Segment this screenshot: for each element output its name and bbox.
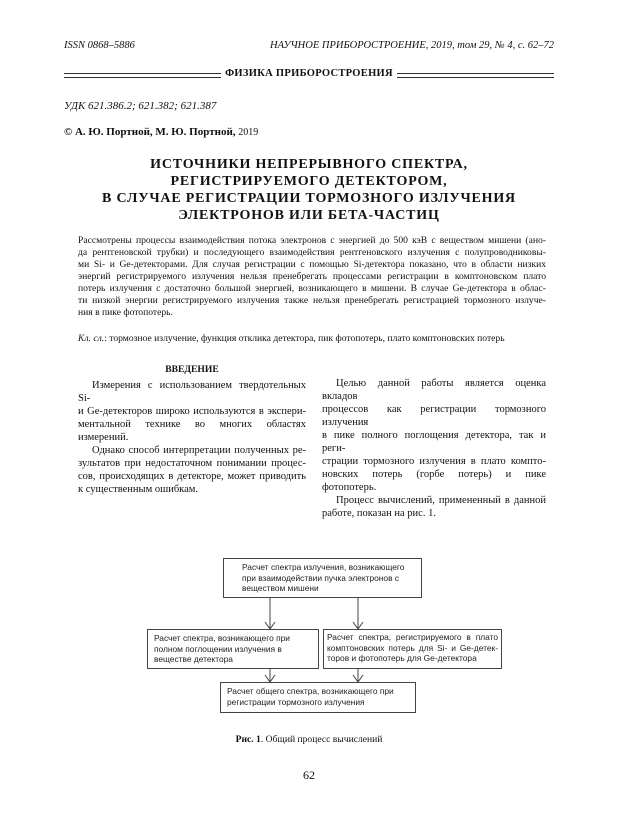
caption-text: . Общий процесс вычислений bbox=[260, 734, 383, 745]
page-number: 62 bbox=[303, 768, 315, 782]
text-line: работе, показан на рис. 1. bbox=[322, 508, 436, 519]
text-line: сов, происходящих в детекторе, может приводить bbox=[78, 471, 306, 482]
text-line: страции тормозного излучения в плато компто- bbox=[322, 456, 546, 467]
diagram-box-emission: Расчет спектра излучения, возникающего при взаимодействии пучка электронов с веществом мишени bbox=[223, 558, 422, 598]
abstract bbox=[78, 235, 546, 319]
intro-heading: ВВЕДЕНИЕ bbox=[165, 364, 219, 375]
abstract-line: потерь излучения с достаточно большой энергией, возникающего в мишени. В случае Ge-детектора в облас- bbox=[78, 283, 546, 294]
abstract-line: ти низкой энергии регистрируемого излучения также нельзя пренебрегать регистрацией тормозного излуче- bbox=[78, 295, 546, 306]
abstract-line: ния в пике фотопотерь. bbox=[78, 307, 173, 318]
title-line: В СЛУЧАЕ РЕГИСТРАЦИИ ТОРМОЗНОГО ИЗЛУЧЕНИЯ bbox=[102, 191, 516, 206]
two-columns bbox=[78, 379, 546, 520]
title-line: ИСТОЧНИКИ НЕПРЕРЫВНОГО СПЕКТРА, bbox=[150, 157, 468, 172]
left-column bbox=[78, 379, 306, 496]
author-names: А. Ю. Портной, М. Ю. Портной, bbox=[74, 126, 236, 138]
abstract-line: Рассмотрены процессы взаимодействия потока электронов с энергией до 500 кэВ с веществом мишени (ано- bbox=[78, 235, 546, 246]
abstract-line: ми Si- и Ge-детекторами. Для случая регистрации с помощью Si-детектора показано, что в области низких bbox=[78, 259, 546, 270]
abstract-line: энергий регистрируемого излучения нельзя пренебрегать процессами регистрации в комптоновском плато bbox=[78, 271, 546, 282]
caption-label: Рис. 1 bbox=[235, 734, 261, 745]
text-line: Измерения с использованием твердотельных Si- bbox=[78, 380, 306, 404]
text-line: процессов как регистрации тормозного излучения bbox=[322, 404, 546, 428]
text-line: Процесс вычислений, примененный в данной bbox=[336, 495, 546, 506]
section-label: ФИЗИКА ПРИБОРОСТРОЕНИЯ bbox=[221, 68, 397, 79]
issn: ISSN 0868–5886 bbox=[64, 40, 135, 51]
diagram-box-compton: Расчет спектра, регистрируемого в плато комптоновских потерь для Si- и Ge-детек-торов и фотопотерь для Ge-детектора bbox=[323, 629, 502, 669]
diagram-box-full-absorption: Расчет спектра, возникающего при полном поглощении излучения в веществе детектора bbox=[147, 629, 319, 669]
text-line: новских потерь (горбе потерь) и пике фотопотерь. bbox=[322, 469, 546, 493]
keywords-label: Кл. сл. bbox=[78, 333, 105, 344]
udk: УДК 621.386.2; 621.382; 621.387 bbox=[64, 100, 217, 112]
text-line: в пике полного поглощения детектора, так и реги- bbox=[322, 430, 546, 454]
abstract-line: да рентгеновской трубки) и последующего взаимодействия рентгеновского излучения с полупроводниковы- bbox=[78, 247, 546, 258]
keywords-text: : тормозное излучение, функция отклика детектора, пик фотопотерь, плато комптоновских потерь bbox=[104, 333, 505, 344]
journal-info: НАУЧНОЕ ПРИБОРОСТРОЕНИЕ, 2019, том 29, № 4, с. 62–72 bbox=[270, 40, 554, 51]
text-line: и Ge-детекторов широко используются в экспери- bbox=[78, 406, 306, 417]
text-line: ментальной технике во многих областях измерений. bbox=[78, 419, 306, 443]
diagram-box-total: Расчет общего спектра, возникающего при регистрации тормозного излучения bbox=[220, 682, 416, 713]
authors bbox=[64, 126, 258, 138]
figure-caption bbox=[0, 734, 618, 746]
section-heading bbox=[0, 68, 618, 79]
text-line: Целью данной работы является оценка вкладов bbox=[322, 378, 546, 402]
title-line: РЕГИСТРИРУЕМОГО ДЕТЕКТОРОМ, bbox=[170, 174, 448, 189]
year: 2019 bbox=[238, 127, 259, 138]
text-line: Однако способ интерпретации полученных ре- bbox=[92, 445, 306, 456]
copyright-sign: © bbox=[64, 126, 73, 138]
title-line: ЭЛЕКТРОНОВ ИЛИ БЕТА-ЧАСТИЦ bbox=[178, 208, 440, 223]
article-body bbox=[78, 235, 546, 746]
article-title bbox=[0, 156, 618, 224]
process-diagram bbox=[0, 558, 618, 714]
text-line: зультатов при недостаточном понимании процес- bbox=[78, 458, 306, 469]
keywords bbox=[78, 333, 546, 345]
text-line: к существенным ошибкам. bbox=[78, 484, 199, 495]
right-column bbox=[322, 377, 546, 520]
